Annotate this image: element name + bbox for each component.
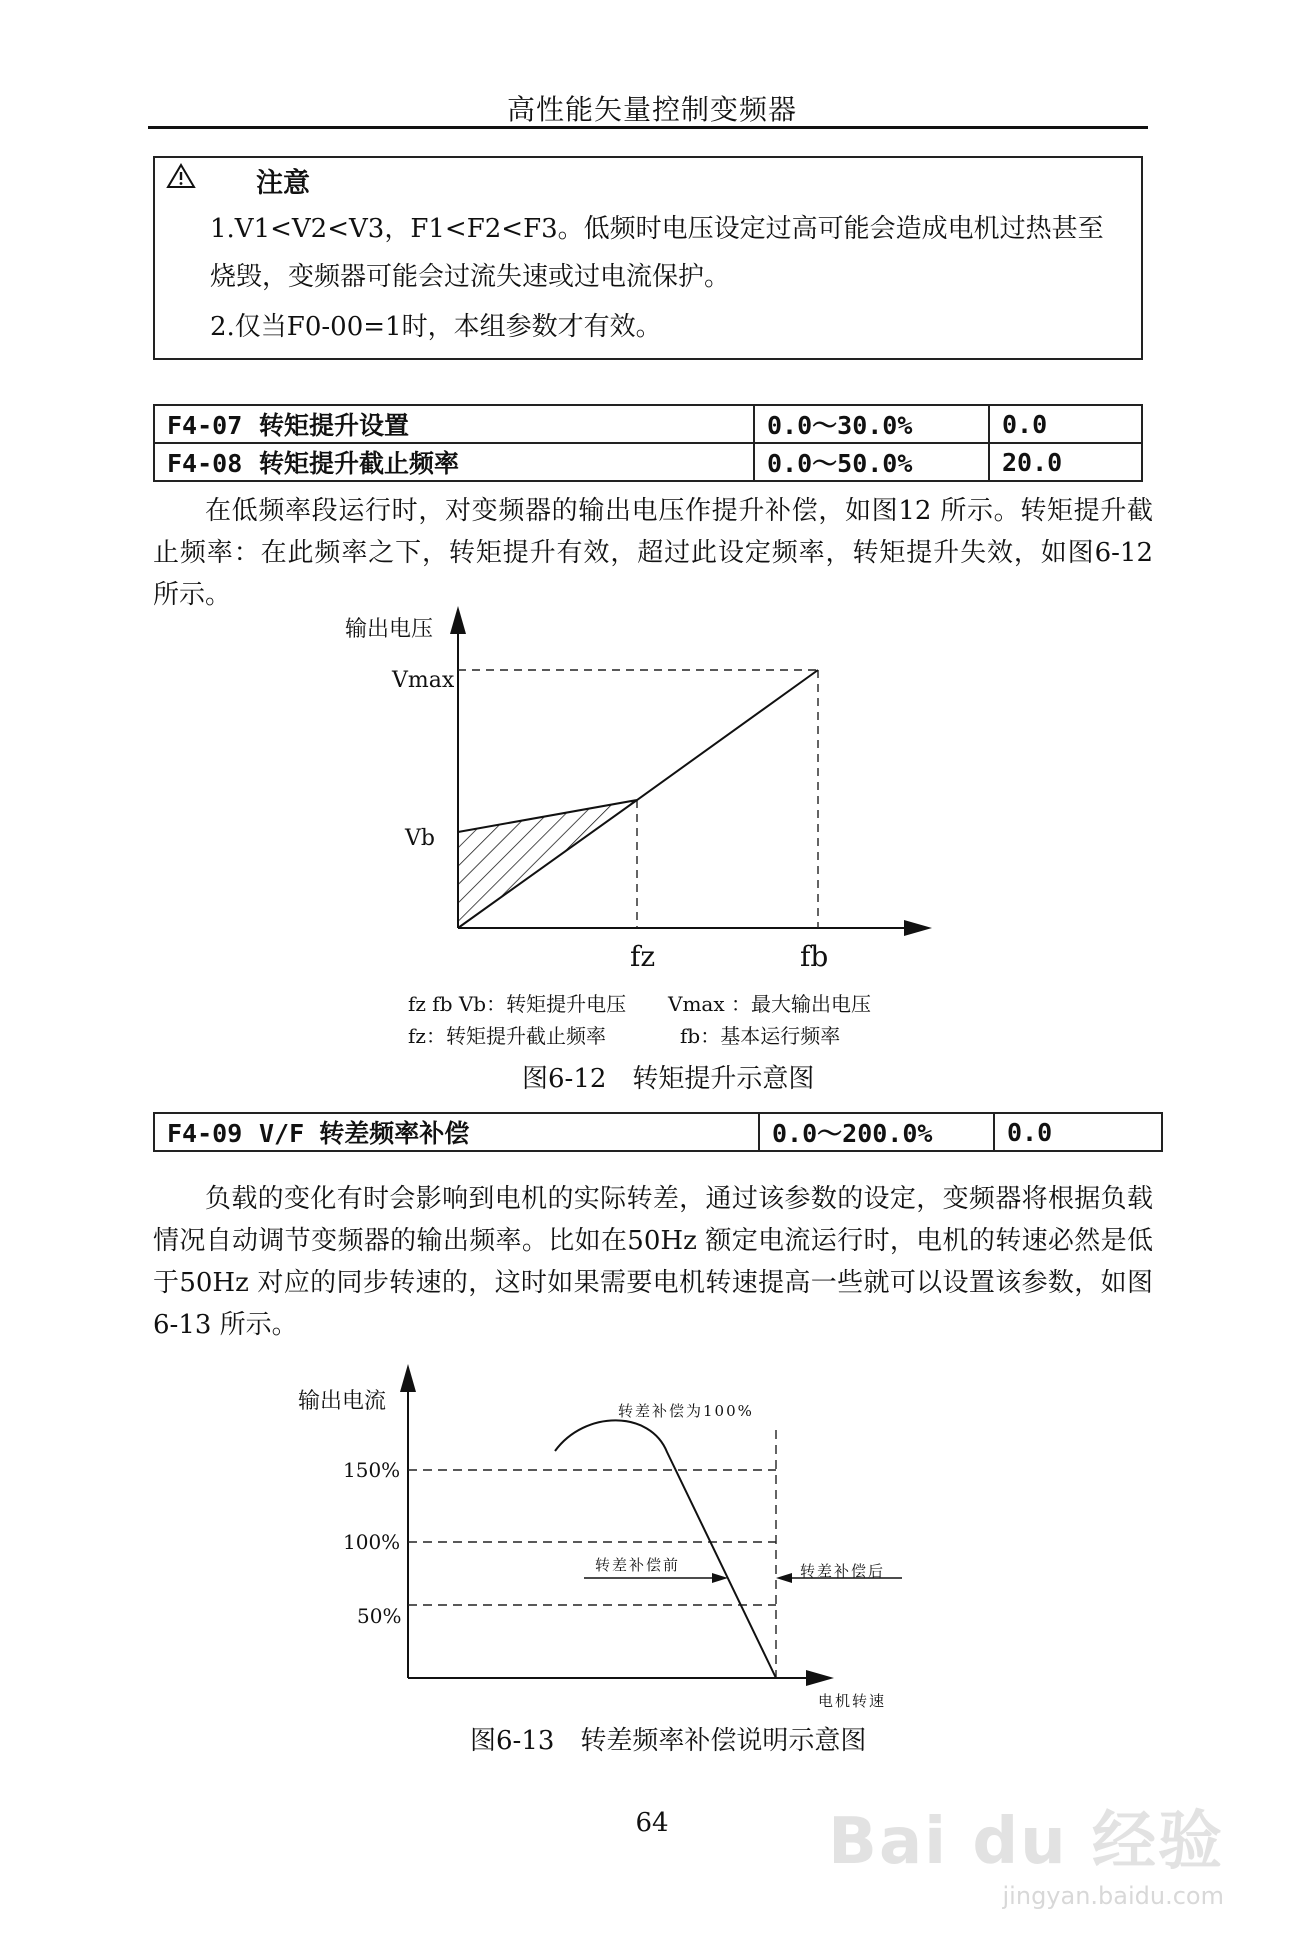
param-name-cell <box>154 405 754 443</box>
warning-icon <box>166 163 196 189</box>
fig13-annotation-before: 转差补偿前 <box>595 1556 681 1574</box>
watermark-brand: Bai du 经验 <box>828 1805 1224 1879</box>
fig13-tick-100: 100% <box>343 1530 401 1554</box>
param-name: 转矩提升截止频率 <box>259 449 460 478</box>
fig12-fb-label: fb <box>800 940 829 973</box>
page-number: 64 <box>635 1808 669 1838</box>
param-name: V/F 转差频率补偿 <box>259 1119 470 1148</box>
param-table-torque-boost <box>153 404 1143 482</box>
param-range: 0.0～30.0% <box>754 405 989 443</box>
param-name: 转矩提升设置 <box>259 411 410 440</box>
param-code: F4-07 <box>167 411 243 440</box>
fig12-legend-1b: Vmax ：最大输出电压 <box>668 992 871 1016</box>
fig13-tick-150: 150% <box>343 1458 401 1482</box>
notice-line-2: 烧毁，变频器可能会过流失速或过电流保护。 <box>210 262 731 292</box>
param-range: 0.0～200.0% <box>759 1113 994 1151</box>
fig13-x-arrow <box>806 1670 834 1686</box>
param-default: 20.0 <box>989 443 1142 481</box>
fig13-annotation-100: 转差补偿为100% <box>618 1402 754 1420</box>
param-row <box>154 405 1142 443</box>
fig13-after-arrow-head <box>776 1573 792 1583</box>
notice-line-1: 1.V1<V2<V3，F1<F2<F3。低频时电压设定过高可能会造成电机过热甚至 <box>210 214 1104 244</box>
fig12-boost-area <box>458 800 637 928</box>
fig13-annotation-after: 转差补偿后 <box>800 1562 886 1580</box>
paragraph-torque-boost: 在低频率段运行时，对变频器的输出电压作提升补偿，如图12 所示。转矩提升截止频率：在此频率之下，转矩提升有效，超过此设定频率，转矩提升失效，如图6-12 所示。 <box>153 496 1153 610</box>
header-rule <box>148 126 1148 129</box>
baidu-jingyan-watermark <box>828 1790 1224 1910</box>
param-name-cell <box>154 1113 759 1151</box>
fig12-legend-2a: fz：转矩提升截止频率 <box>408 1024 606 1048</box>
param-range: 0.0～50.0% <box>754 443 989 481</box>
fig13-caption: 图6-13 转差频率补偿说明示意图 <box>470 1726 867 1756</box>
paragraph-slip-compensation: 负载的变化有时会影响到电机的实际转差，通过该参数的设定，变频器将根据负载情况自动调节变频器的输出频率。比如在50Hz 额定电流运行时，电机的转速必然是低于50Hz 对应的同步转速的，这时如果需要电机转速提高一些就可以设置该参数，如图6-13 所示。 <box>153 1184 1153 1340</box>
fig12-caption: 图6-12 转矩提升示意图 <box>522 1064 815 1094</box>
page-header-title: 高性能矢量控制变频器 <box>506 93 797 126</box>
param-row <box>154 1113 1162 1151</box>
fig12-x-arrow <box>904 920 932 936</box>
fig12-boost-curve <box>458 670 818 832</box>
fig12-fz-label: fz <box>630 940 656 973</box>
param-default: 0.0 <box>994 1113 1162 1151</box>
fig12-y-axis-label: 输出电压 <box>345 617 434 642</box>
fig12-vb-label: Vb <box>405 826 435 851</box>
fig13-before-arrow-head <box>712 1573 728 1583</box>
notice-title: 注意 <box>256 168 310 199</box>
param-code: F4-09 <box>167 1119 243 1148</box>
fig12-legend-2b: fb：基本运行频率 <box>680 1024 841 1048</box>
fig13-curve <box>555 1420 776 1678</box>
param-row <box>154 443 1142 481</box>
fig12-legend-1a: fz fb Vb：转矩提升电压 <box>408 992 627 1016</box>
fig12-vmax-label: Vmax <box>392 668 455 693</box>
fig13-y-axis-label: 输出电流 <box>298 1389 387 1414</box>
fig13-tick-50: 50% <box>357 1604 402 1628</box>
watermark-url: jingyan.baidu.com <box>1002 1882 1224 1910</box>
param-default: 0.0 <box>989 405 1142 443</box>
param-name-cell <box>154 443 754 481</box>
fig13-x-axis-label: 电机转速 <box>818 1692 887 1710</box>
param-code: F4-08 <box>167 449 243 478</box>
fig13-y-arrow <box>400 1364 416 1392</box>
fig12-linear-curve <box>458 800 637 928</box>
param-table-slip-compensation <box>153 1112 1163 1152</box>
notice-line-3: 2.仅当F0-00=1时，本组参数才有效。 <box>210 312 662 342</box>
